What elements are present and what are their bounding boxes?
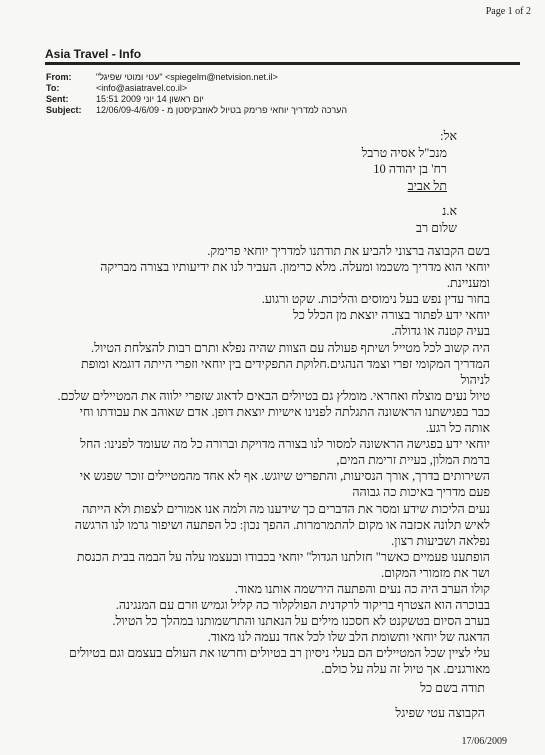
body-line: הדאגה של יוחאי ותשומת הלב שלו לכל אחד נעמה לנו מאוד. [207, 630, 490, 645]
body-line: עלי לציין שכל המטיילים הם בעלי ניסיון רב בטיולים וחרשו את העולם בעצמם וגם בטיולים [69, 646, 490, 661]
brand-rule [45, 62, 520, 65]
address-block [17, 128, 457, 194]
body-line: ושר את מזמורי המקום. [380, 565, 490, 580]
body-line: ומעניינת. [446, 276, 490, 291]
body-line: בערב הסיום בטשקנט לא חסכנו מילים על הנאתנו והתרשמותנו במהלך כל הטיול. [112, 614, 490, 629]
greeting-line-1: א.נ [442, 204, 457, 218]
body-line: המדריך המקומי זפרי וצמד הנהגים.חלוקת התפקידים בין יוחאי וזפרי הייתה דוגמא ומופת [81, 356, 490, 371]
closing-block [45, 680, 485, 721]
closing-thanks: תודה בשם כל [420, 681, 485, 695]
letter-body [10, 243, 490, 678]
address-line-1: מנכ"ל אסיה טרבל [361, 145, 447, 160]
body-line: כבר בפגישתנו הראשונה התגלתה לפנינו אישיות יוצאת דופן. אדם שאוהב את עבודתו וחי [79, 404, 490, 419]
subject-label: Subject: [46, 105, 82, 115]
body-line: לניהול [460, 372, 490, 387]
body-line: אותה כל רגע. [425, 421, 490, 436]
body-line: הופתענו פעמיים כאשר" חזלתנו הגדול" יוחאי בכבודו ובעצמו עלה על הבמה בבית הכנסת [76, 549, 490, 564]
body-line: מאורגנים. אך טיול זה עלה על כולם. [321, 662, 490, 677]
from-label: From: [46, 72, 72, 82]
body-line: בבוכרה הוא הצטרף בריקוד לרקדנית הפולקלור כה קליל וגמיש וזרם עם המנגינה. [115, 598, 490, 613]
subject-row [46, 105, 516, 116]
body-line: יוחאי ידע לפתור בצורה יוצאת מן הכלל כל [292, 308, 490, 323]
to-value: <info@asiatravel.co.il> [96, 83, 188, 93]
body-line: ברמת המלון, בעיית זרימת המים, [336, 453, 490, 468]
body-line: נפלאה ושביעות רצון. [391, 533, 490, 548]
to-row [46, 83, 516, 94]
body-line: קולו הערב היה כה נעים והפתעה הירשמה אותנו מאוד. [234, 581, 490, 596]
to-label: To: [46, 83, 60, 93]
body-line: יוחאי הוא מדריך משכמו ומעלה. מלא כרימון. העביר לנו את ידיעותיו בצורה מבריקה [100, 260, 490, 275]
email-header [46, 72, 516, 116]
body-line: השירותים בדרך, אורך הנסיעות, והתפריט שיוגש. אף לא אחד מהמטיילים זוכר שפגש אי [79, 469, 490, 484]
body-line: היה קשוב לכל מטייל ושיתף פעולה עם הצוות שהיה נפלא ותרם רבות להצלחת הטיול. [91, 340, 490, 355]
subject-value: 12/06/09-4/6/09 - הערכה למדריך יוחאי פרימק בטיול לאוזבקיסטן מ [96, 105, 348, 115]
brand-title: Asia Travel - Info [45, 47, 142, 61]
body-line: בעיה קטנה או גדולה. [391, 324, 490, 339]
from-value: "עטי ומוטי שפיגל" <spiegelm@netvision.net.il> [96, 72, 278, 82]
greeting-block [17, 203, 457, 236]
body-line: בשם הקבוצה ברצוני להביע את תודתנו למדריך יוחאי פרימק. [207, 244, 490, 258]
greeting-line-2: שלום רב [416, 220, 457, 235]
address-line-2: רח' בן יהודה 10 [373, 162, 447, 177]
body-line: טיול נעים מוצלח ואחראי. מומלץ גם בטיולים הבאים לדאוג שזפרי ילווה את המטיילים שלכם. [57, 388, 490, 403]
body-line: פעם מדריך באיכות כה גבוהה [352, 485, 490, 500]
from-row [46, 72, 516, 83]
body-line: לאיש תלונה אכזבה או מקום להתמרמרות. ההפך נכון: כל הפתעה ושיפור גרמו לנו הרגשה [74, 517, 490, 532]
address-to: אל: [440, 129, 457, 143]
footer-date: 17/06/2009 [461, 736, 507, 747]
sent-label: Sent: [46, 94, 69, 104]
closing-signature: הקבוצה עטי שפיגל [395, 705, 485, 720]
address-line-3: תל אביב [407, 178, 447, 193]
sent-row [46, 94, 516, 105]
body-line: יוחאי ידע בפגישה הראשונה למסור לנו בצורה מדויקת וברורה כל מה שעומד לפנינו: החל [80, 437, 490, 452]
body-line: נעים הליכות שידע ומסר את הדברים כך שידענו מה ולמה אנו אמורים לצפות ולא הייתה [82, 501, 490, 516]
body-line: בחור עדין נפש בעל נימוסים והליכות. שקט ורגוע. [261, 292, 490, 307]
page-number: Page 1 of 2 [485, 6, 531, 17]
sent-value: 15:51 2009 יום ראשון 14 יוני [96, 94, 204, 104]
